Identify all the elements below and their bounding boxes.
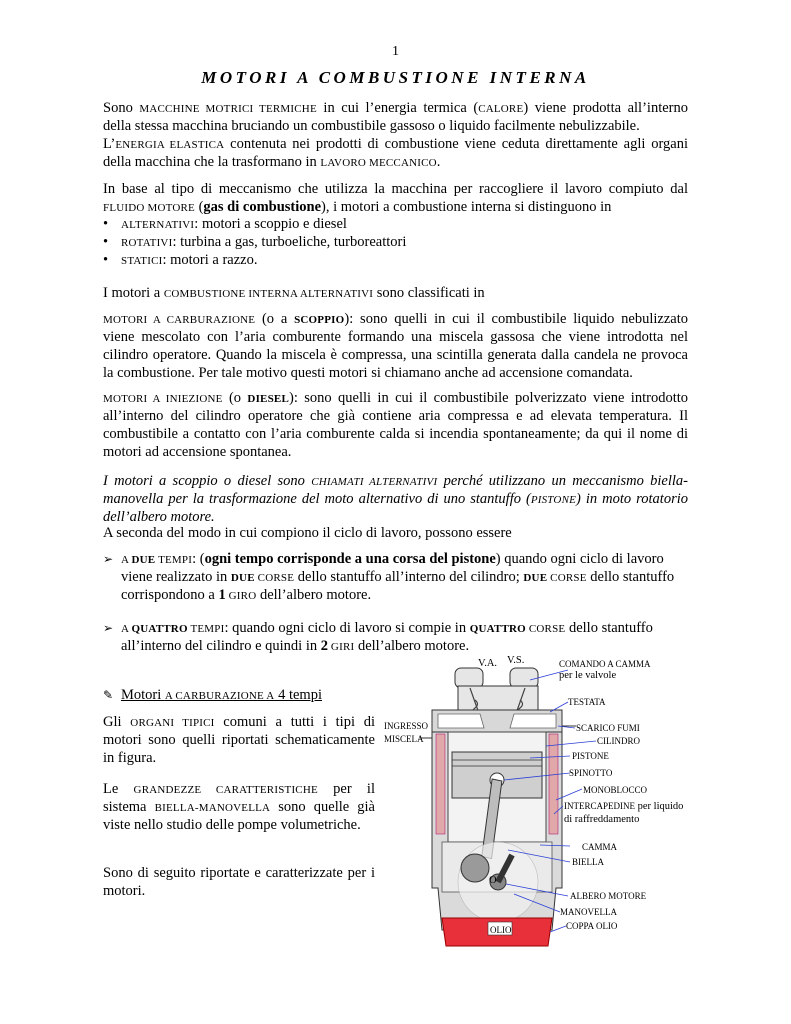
cam-gear [461,854,489,882]
label-monoblocco: MONOBLOCCO [583,785,648,795]
intro-line-4: della macchina che la trasformano in LAVORO MECCANICO. [103,154,441,170]
carburazione-line-3: cilindro operatore. Quando la miscela è compressa, una scintilla generata dalla candela ne provoca [103,347,688,363]
page-number: 1 [392,44,399,59]
cam-left-icon [455,668,483,688]
label-testata: TESTATA [568,697,606,707]
seguito-line-1: Sono di seguito riportate e caratterizzate per i [103,865,375,881]
label-spinotto: SPINOTTO [569,768,613,778]
intro-line-2: della stessa macchina bruciando un combustibile gassoso o liquido facilmente nebulizzabile. [103,118,640,134]
page-title: MOTORI A COMBUSTIONE INTERNA [201,68,590,87]
intro-line-3: L’ENERGIA ELASTICA contenuta nei prodotti di combustione viene ceduta direttamente agli organi [103,136,688,152]
grandezze-line-2: sistema BIELLA-MANOVELLA sono quelle già [103,799,375,815]
italic-line-3: dell’albero motore. [103,509,215,525]
label-raffreddamento: di raffreddamento [564,814,640,825]
label-va: V.A. [478,658,498,669]
seguito-line-2: motori. [103,883,146,899]
italic-line-1: I motori a scoppio o diesel sono CHIAMATI ALTERNATIVI perché utilizzano un meccanismo biella- [103,473,689,489]
list-item: • STATICI: motori a razzo. [103,252,258,268]
label-albero: ALBERO MOTORE [570,891,647,901]
label-intercapedine: INTERCAPEDINE per liquido [564,801,684,812]
iniezione-line-3: combustibile a contatto con l’aria comburente calda si incendia spontaneamente; da qui il nome di [103,426,688,442]
due-tempi-line-2: viene realizzato in DUE CORSE dello stantuffo all’interno del cilindro; DUE CORSE dello stantuffo [121,569,675,585]
iniezione-line-4: motori ad accensione spontanea. [103,444,292,460]
due-tempi-line-1: ➢ A DUE TEMPI: (ogni tempo corrisponde a una corsa del pistone) quando ogni ciclo di lavoro [103,551,664,567]
list-item: • ROTATIVI: turbina a gas, turboeliche, turboreattori [103,234,407,250]
iniezione-line-1: MOTORI A INIEZIONE (o DIESEL): sono quelli in cui il combustibile polverizzato viene introdotto [103,390,689,406]
label-camma: CAMMA [582,842,618,852]
label-biella: BIELLA [572,857,604,867]
arrow-bullet-icon: ➢ [103,621,114,635]
coolant-jacket-right [549,734,558,834]
label-comando-sub: per le valvole [559,670,617,681]
label-pistone: PISTONE [572,751,609,761]
section-heading: ✎ Motori A CARBURAZIONE A 4 tempi [103,687,322,703]
label-ingresso: INGRESSO [384,721,429,731]
quattro-tempi-line-2: all’interno del cilindro e quindi in 2 GIRI dell’albero motore. [121,638,470,654]
engine-diagram [380,650,680,950]
carburazione-line-1: MOTORI A CARBURAZIONE (o a SCOPPIO): sono quelli in cui il combustibile liquido nebulizzato [103,311,688,327]
types-line-2: FLUIDO MOTORE (gas di combustione), i motori a combustione interna si distinguono in [103,199,612,215]
arrow-bullet-icon: ➢ [103,552,114,566]
intro-line-1: Sono MACCHINE MOTRICI TERMICHE in cui l’energia termica (CALORE) viene prodotta all’interno [103,100,688,116]
label-miscela: MISCELA [384,734,424,744]
label-coppa: COPPA OLIO [566,921,618,931]
cam-right-icon [510,668,538,688]
label-cilindro: CILINDRO [597,736,640,746]
classified-line: I motori a COMBUSTIONE INTERNA ALTERNATIVI sono classificati in [103,285,485,301]
italic-line-4: A seconda del modo in cui compiono il ciclo di lavoro, possono essere [103,525,512,541]
label-vs: V.S. [507,655,525,666]
label-olio: OLIO [490,925,512,935]
iniezione-line-2: all’interno del cilindro operatore che già contiene aria compressa e ad elevata temperatura. Il [103,408,688,424]
organi-line-1: Gli ORGANI TIPICI comuni a tutti i tipi di [103,714,376,730]
organi-line-2: motori sono quelli riportati schematicamente [103,732,375,748]
grandezze-line-3: viste nello studio delle pompe volumetriche. [103,817,361,833]
label-manovella: MANOVELLA [560,907,617,917]
due-tempi-line-3: corrispondono a 1 GIRO dell’albero motore. [121,587,372,603]
carburazione-line-4: la combustione. Per tale motivo questi motori si chiamano anche ad accensione comandata. [103,365,633,381]
list-item: • ALTERNATIVI: motori a scoppio e diesel [103,216,347,232]
pointing-hand-icon: ✎ [103,688,114,702]
label-o: O [489,875,497,886]
grandezze-line-1: Le GRANDEZZE CARATTERISTICHE per il [103,781,375,797]
carburazione-line-2: viene mescolato con l’aria comburente formando una miscela gassosa che viene introdotta nel [103,329,688,345]
italic-line-2: manovella per la trasformazione del moto alternativo di uno stantuffo (PISTONE) in moto rotatorio [103,491,688,507]
label-scarico: SCARICO FUMI [576,723,640,733]
organi-line-3: in figura. [103,750,157,766]
label-comando: COMANDO A CAMMA [559,659,651,669]
coolant-jacket-left [436,734,445,834]
quattro-tempi-line-1: ➢ A QUATTRO TEMPI: quando ogni ciclo di lavoro si compie in QUATTRO CORSE dello stantuffo [103,620,653,636]
types-line-1: In base al tipo di meccanismo che utilizza la macchina per raccogliere il lavoro compiuto dal [103,181,688,197]
